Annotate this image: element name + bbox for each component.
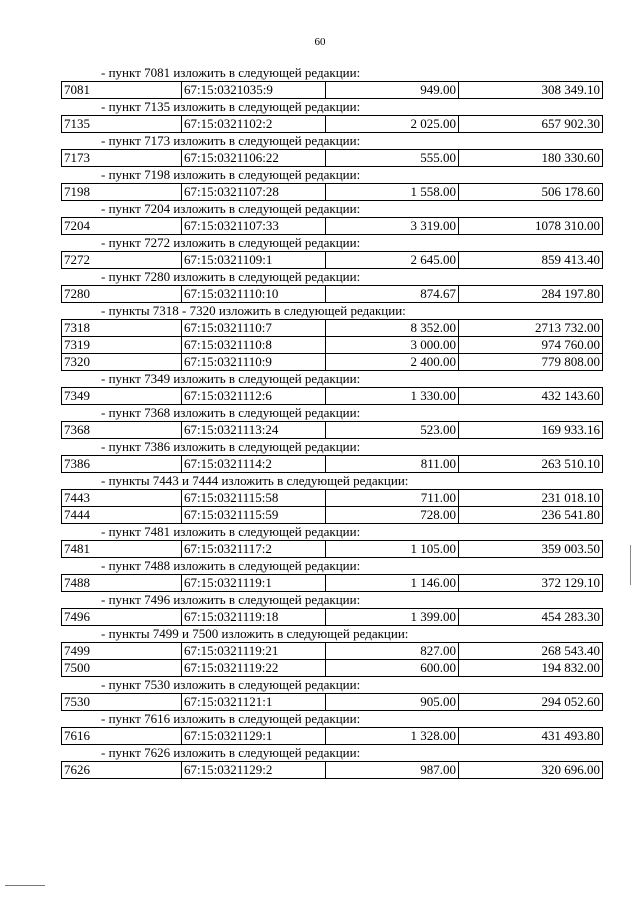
cadastral-number-cell: 67:15:0321115:59 — [182, 507, 326, 524]
item-number-cell: 7204 — [61, 218, 182, 235]
footer-rule — [5, 885, 45, 886]
amendment-table — [61, 115, 603, 133]
table-row — [61, 252, 603, 269]
item-number-cell: 7616 — [61, 728, 182, 745]
cadastral-number-cell: 67:15:0321129:2 — [182, 762, 326, 779]
value-cell: 506 178.60 — [459, 184, 603, 201]
table-row — [61, 456, 603, 473]
amendment-directive: - пункт 7386 изложить в следующей редакции: — [101, 439, 361, 454]
cadastral-number-cell: 67:15:0321119:21 — [182, 643, 326, 660]
table-row — [61, 116, 603, 133]
item-number-cell: 7499 — [61, 643, 182, 660]
value-cell: 2713 732.00 — [459, 320, 603, 337]
item-number-cell: 7500 — [61, 660, 182, 677]
area-cell: 949.00 — [326, 82, 459, 99]
amendment-directive: - пункты 7443 и 7444 изложить в следующей редакции: — [101, 473, 409, 488]
amendment-directive: - пункт 7272 изложить в следующей редакции: — [101, 235, 361, 250]
amendment-table — [61, 319, 603, 371]
cadastral-number-cell: 67:15:0321117:2 — [182, 541, 326, 558]
cadastral-number-cell: 67:15:0321121:1 — [182, 694, 326, 711]
value-cell: 320 696.00 — [459, 762, 603, 779]
amendment-table — [61, 642, 603, 677]
cadastral-number-cell: 67:15:0321110:10 — [182, 286, 326, 303]
amendment-table — [61, 608, 603, 626]
table-row — [61, 337, 603, 354]
amendment-directive: - пункт 7481 изложить в следующей редакции: — [101, 524, 361, 539]
cadastral-number-cell: 67:15:0321129:1 — [182, 728, 326, 745]
table-row — [61, 218, 603, 235]
amendment-directive: - пункт 7496 изложить в следующей редакции: — [101, 592, 361, 607]
cadastral-number-cell: 67:15:0321109:1 — [182, 252, 326, 269]
amendment-table — [61, 285, 603, 303]
table-row — [61, 286, 603, 303]
area-cell: 827.00 — [326, 643, 459, 660]
table-row — [61, 694, 603, 711]
cadastral-number-cell: 67:15:0321119:22 — [182, 660, 326, 677]
area-cell: 1 328.00 — [326, 728, 459, 745]
area-cell: 2 645.00 — [326, 252, 459, 269]
amendment-directive: - пункты 7499 и 7500 изложить в следующей редакции: — [101, 626, 409, 641]
table-row — [61, 541, 603, 558]
amendment-table — [61, 183, 603, 201]
value-cell: 284 197.80 — [459, 286, 603, 303]
area-cell: 2 400.00 — [326, 354, 459, 371]
amendment-table — [61, 489, 603, 524]
amendment-table — [61, 421, 603, 439]
area-cell: 3 319.00 — [326, 218, 459, 235]
area-cell: 905.00 — [326, 694, 459, 711]
amendment-directive: - пункт 7135 изложить в следующей редакции: — [101, 99, 361, 114]
area-cell: 523.00 — [326, 422, 459, 439]
item-number-cell: 7626 — [61, 762, 182, 779]
amendment-table — [61, 81, 603, 99]
item-number-cell: 7349 — [61, 388, 182, 405]
amendment-directive: - пункты 7318 - 7320 изложить в следующей редакции: — [101, 303, 406, 318]
amendment-table — [61, 574, 603, 592]
cadastral-number-cell: 67:15:0321107:28 — [182, 184, 326, 201]
value-cell: 657 902.30 — [459, 116, 603, 133]
table-row — [61, 388, 603, 405]
item-number-cell: 7368 — [61, 422, 182, 439]
amendment-table — [61, 149, 603, 167]
table-row — [61, 609, 603, 626]
area-cell: 1 146.00 — [326, 575, 459, 592]
item-number-cell: 7318 — [61, 320, 182, 337]
value-cell: 231 018.10 — [459, 490, 603, 507]
cadastral-number-cell: 67:15:0321115:58 — [182, 490, 326, 507]
amendment-table — [61, 693, 603, 711]
cadastral-number-cell: 67:15:0321112:6 — [182, 388, 326, 405]
value-cell: 308 349.10 — [459, 82, 603, 99]
item-number-cell: 7496 — [61, 609, 182, 626]
area-cell: 1 105.00 — [326, 541, 459, 558]
amendment-directive: - пункт 7081 изложить в следующей редакции: — [101, 65, 361, 80]
cadastral-number-cell: 67:15:0321114:2 — [182, 456, 326, 473]
table-row — [61, 320, 603, 337]
table-row — [61, 150, 603, 167]
value-cell: 180 330.60 — [459, 150, 603, 167]
amendment-table — [61, 455, 603, 473]
amendment-directive: - пункт 7173 изложить в следующей редакции: — [101, 133, 361, 148]
amendment-table — [61, 761, 603, 779]
table-row — [61, 575, 603, 592]
item-number-cell: 7444 — [61, 507, 182, 524]
item-number-cell: 7280 — [61, 286, 182, 303]
table-row — [61, 184, 603, 201]
area-cell: 728.00 — [326, 507, 459, 524]
area-cell: 3 000.00 — [326, 337, 459, 354]
item-number-cell: 7386 — [61, 456, 182, 473]
cadastral-number-cell: 67:15:0321035:9 — [182, 82, 326, 99]
table-row — [61, 490, 603, 507]
item-number-cell: 7319 — [61, 337, 182, 354]
item-number-cell: 7081 — [61, 82, 182, 99]
area-cell: 600.00 — [326, 660, 459, 677]
amendment-table — [61, 217, 603, 235]
value-cell: 1078 310.00 — [459, 218, 603, 235]
amendment-directive: - пункт 7530 изложить в следующей редакции: — [101, 677, 361, 692]
table-row — [61, 507, 603, 524]
item-number-cell: 7488 — [61, 575, 182, 592]
cadastral-number-cell: 67:15:0321119:1 — [182, 575, 326, 592]
cadastral-number-cell: 67:15:0321107:33 — [182, 218, 326, 235]
cadastral-number-cell: 67:15:0321119:18 — [182, 609, 326, 626]
amendment-directive: - пункт 7349 изложить в следующей редакции: — [101, 371, 361, 386]
amendment-directive: - пункт 7626 изложить в следующей редакции: — [101, 745, 361, 760]
value-cell: 294 052.60 — [459, 694, 603, 711]
area-cell: 8 352.00 — [326, 320, 459, 337]
amendment-directive: - пункт 7280 изложить в следующей редакции: — [101, 269, 361, 284]
scan-mark — [630, 545, 631, 585]
area-cell: 1 558.00 — [326, 184, 459, 201]
item-number-cell: 7320 — [61, 354, 182, 371]
value-cell: 974 760.00 — [459, 337, 603, 354]
value-cell: 263 510.10 — [459, 456, 603, 473]
amendment-directive: - пункт 7488 изложить в следующей редакции: — [101, 558, 361, 573]
amendment-directive: - пункт 7204 изложить в следующей редакции: — [101, 201, 361, 216]
item-number-cell: 7173 — [61, 150, 182, 167]
value-cell: 169 933.16 — [459, 422, 603, 439]
cadastral-number-cell: 67:15:0321102:2 — [182, 116, 326, 133]
area-cell: 711.00 — [326, 490, 459, 507]
item-number-cell: 7272 — [61, 252, 182, 269]
item-number-cell: 7530 — [61, 694, 182, 711]
value-cell: 236 541.80 — [459, 507, 603, 524]
area-cell: 1 399.00 — [326, 609, 459, 626]
table-row — [61, 422, 603, 439]
item-number-cell: 7198 — [61, 184, 182, 201]
amendment-table — [61, 540, 603, 558]
amendment-directive: - пункт 7616 изложить в следующей редакции: — [101, 711, 361, 726]
table-row — [61, 643, 603, 660]
amendment-table — [61, 251, 603, 269]
amendment-table — [61, 387, 603, 405]
area-cell: 1 330.00 — [326, 388, 459, 405]
item-number-cell: 7443 — [61, 490, 182, 507]
area-cell: 874.67 — [326, 286, 459, 303]
item-number-cell: 7135 — [61, 116, 182, 133]
cadastral-number-cell: 67:15:0321106:22 — [182, 150, 326, 167]
amendment-directive: - пункт 7198 изложить в следующей редакции: — [101, 167, 361, 182]
area-cell: 2 025.00 — [326, 116, 459, 133]
cadastral-number-cell: 67:15:0321110:9 — [182, 354, 326, 371]
area-cell: 555.00 — [326, 150, 459, 167]
value-cell: 372 129.10 — [459, 575, 603, 592]
cadastral-number-cell: 67:15:0321110:8 — [182, 337, 326, 354]
area-cell: 811.00 — [326, 456, 459, 473]
page-number: 60 — [314, 36, 326, 48]
amendment-directive: - пункт 7368 изложить в следующей редакции: — [101, 405, 361, 420]
table-row — [61, 762, 603, 779]
table-row — [61, 82, 603, 99]
cadastral-number-cell: 67:15:0321113:24 — [182, 422, 326, 439]
value-cell: 359 003.50 — [459, 541, 603, 558]
value-cell: 431 493.80 — [459, 728, 603, 745]
table-row — [61, 728, 603, 745]
document-content — [61, 65, 603, 779]
value-cell: 859 413.40 — [459, 252, 603, 269]
amendment-table — [61, 727, 603, 745]
cadastral-number-cell: 67:15:0321110:7 — [182, 320, 326, 337]
table-row — [61, 660, 603, 677]
area-cell: 987.00 — [326, 762, 459, 779]
value-cell: 194 832.00 — [459, 660, 603, 677]
value-cell: 432 143.60 — [459, 388, 603, 405]
value-cell: 268 543.40 — [459, 643, 603, 660]
item-number-cell: 7481 — [61, 541, 182, 558]
value-cell: 779 808.00 — [459, 354, 603, 371]
table-row — [61, 354, 603, 371]
value-cell: 454 283.30 — [459, 609, 603, 626]
